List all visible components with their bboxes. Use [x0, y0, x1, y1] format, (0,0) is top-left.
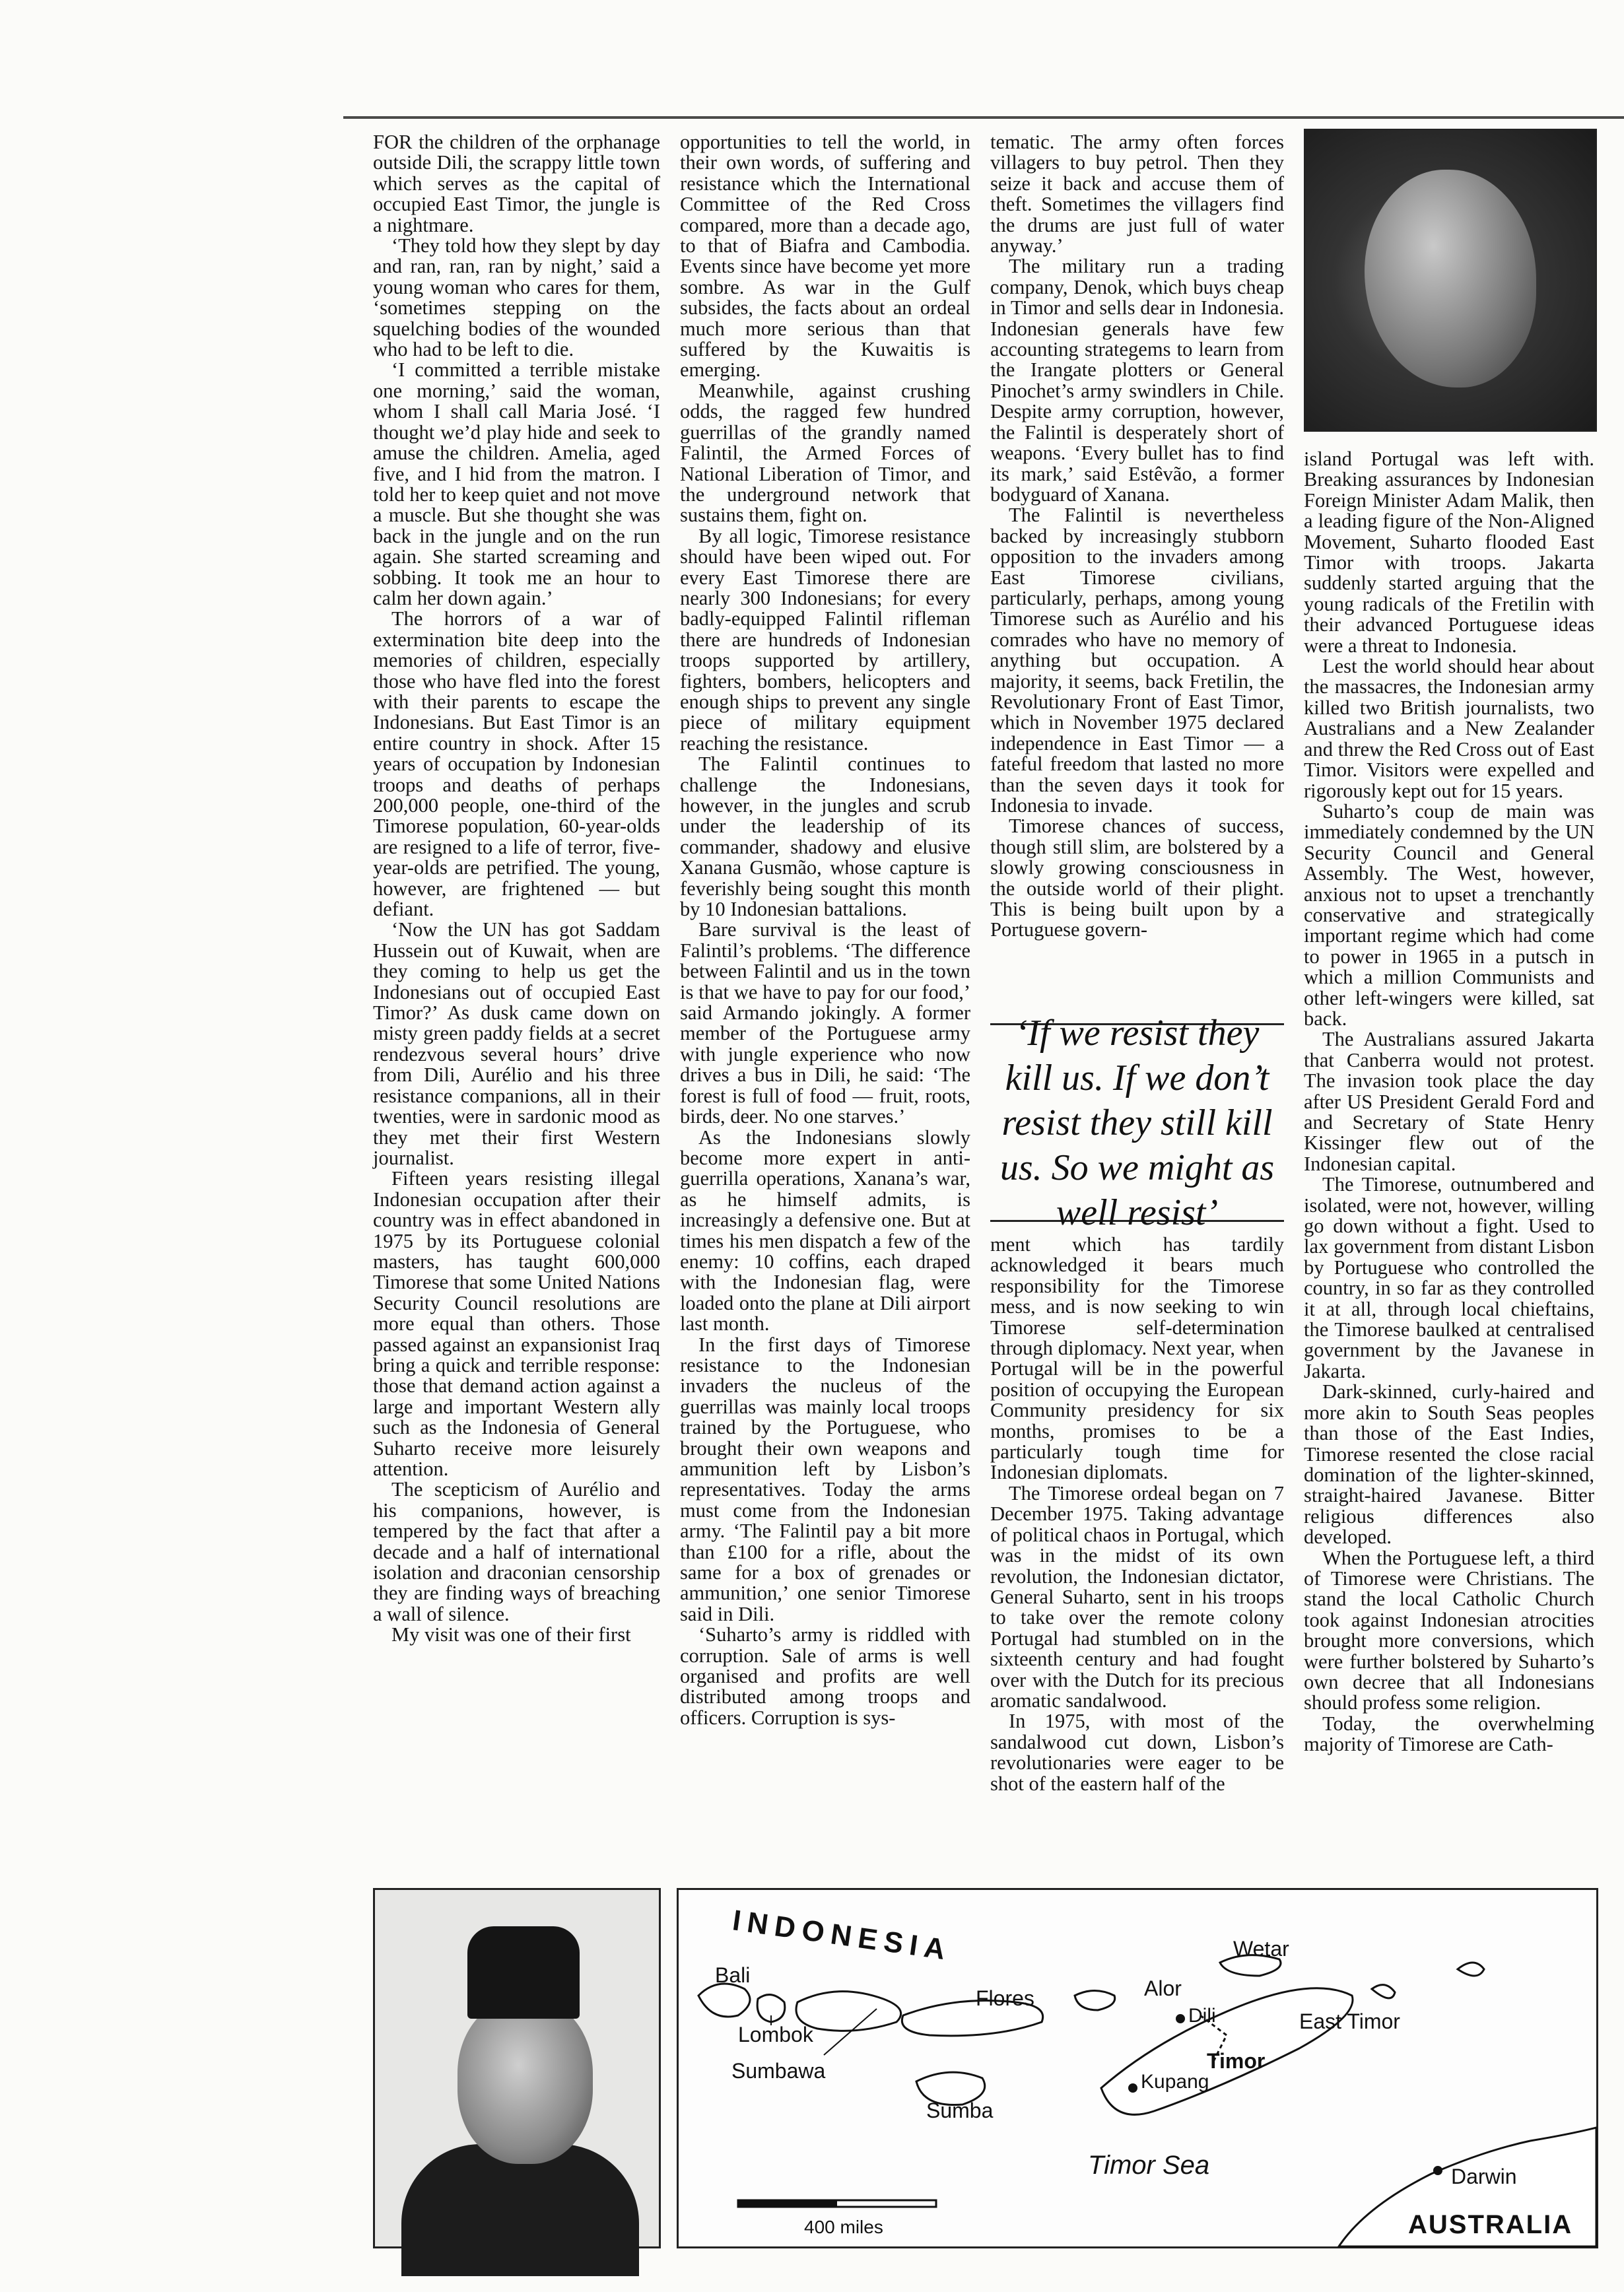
- paragraph: The Timorese, outnumbered and isolated, were not, however, willing go down without a fight. Used to lax government from distant Lisbon by Portuguese who controlled the country, in so far as they controlled it at all, through local chieftains, the Timorese baulked at centralised government by the Javanese in Jakarta.: [1304, 1173, 1594, 1382]
- photo-head: [457, 1999, 593, 2164]
- label-darwin: Darwin: [1451, 2165, 1517, 2188]
- paragraph: Lest the world should hear about the massacres, the Indonesian army killed two British journalists, two Australians and a New Zealander and threw the Red Cross out of East Timor. Visitors were expelled and rigorously kept out for 15 years.: [1304, 655, 1594, 802]
- paragraph: ment which has tardily acknowledged it bears much responsibility for the Timorese mess, and is now seeking to win Timorese self-determination through diplomacy. Next year, when Portugal will be in the powerful position of occupying the European Community presidency for six months, promises to be a particularly tough time for Indonesian diplomats.: [990, 1233, 1284, 1484]
- article-column-3-top: [990, 131, 1284, 941]
- pull-quote-text: ‘If we resist they kill us. If we don’t resist they still kill us. So we might as well resist’: [999, 1012, 1275, 1233]
- label-dili: Dili: [1188, 2005, 1216, 2027]
- portrait-face: [1365, 170, 1536, 388]
- label-east-timor: East Timor: [1299, 2009, 1400, 2033]
- paragraph: The Timorese ordeal began on 7 December 1975. Taking advantage of political chaos in Portugal, which was in the midst of its own revolution, the Indonesian dictator, General Suharto, sent in his troops to take over the remote colony Portugal had stumbled on in the sixteenth century and had fought over with the Dutch for its precious aromatic sandalwood.: [990, 1481, 1284, 1712]
- suharto-photo: [373, 1888, 661, 2248]
- scale-bar-fill: [738, 2200, 837, 2207]
- paragraph: Timorese chances of success, though still slim, are bolstered by a slowly growing consciousness in the outside world of their plight. This is being built upon by a Portuguese govern-: [990, 815, 1284, 941]
- label-lombok: Lombok: [738, 2023, 813, 2046]
- label-sumbawa: Sumbawa: [731, 2059, 826, 2083]
- paragraph: In 1975, with most of the sandalwood cut down, Lisbon’s revolutionaries were eager to be shot of the eastern half of the: [990, 1710, 1284, 1795]
- photo-body: [401, 2144, 639, 2276]
- label-timor-sea: Timor Sea: [1088, 2151, 1210, 2180]
- map-svg: [679, 1890, 1596, 2246]
- article-column-3-bottom: [990, 1234, 1284, 1875]
- paragraph: The horrors of a war of extermination bite deep into the memories of children, especially those who have fled into the forest with their parents to escape the Indonesians. But East Timor is an entire country in shock. After 15 years of occupation by Indonesian troops and deaths of perhaps 200,000 people, one-third of the Timorese population, 60-year-olds are resigned to a life of terror, five-year-olds are petrified. The young, however, are frightened — but defiant.: [373, 607, 660, 921]
- label-kupang: Kupang: [1141, 2071, 1209, 2093]
- dili-marker: [1176, 2014, 1185, 2023]
- paragraph: ‘They told how they slept by day and ran, ran, ran by night,’ said a young woman who cares for them, ‘sometimes stepping on the squelching bodies of the wounded who had to be left to die.: [373, 234, 660, 361]
- photo-cap: [467, 1926, 580, 2019]
- label-australia: AUSTRALIA: [1408, 2210, 1573, 2239]
- label-timor: Timor: [1207, 2049, 1266, 2073]
- label-sumba: Sumba: [926, 2099, 994, 2122]
- paragraph: The Falintil is nevertheless backed by increasingly stubborn opposition to the invaders among East Timorese civilians, particularly, perhaps, among young Timorese such as Aurélio and his comrades who have no memory of anything but occupation. A majority, it seems, back Fretilin, the Revolutionary Front of East Timor, which in November 1975 declared independence in East Timor — a fateful freedom that lasted no more than the seven days it took for Indonesia to invade.: [990, 504, 1284, 817]
- island-bali: [698, 1984, 750, 2017]
- top-rule: [343, 116, 1624, 119]
- paragraph: In the first days of Timorese resistance to the Indonesian invaders the nucleus of the guerrillas was mainly local troops trained by the Portuguese, who brought their own weapons and ammunition left by Lisbon’s representatives. Today the arms must come from the Indonesian army. ‘The Falintil pay a bit more than £100 for a rifle, about the same for a box of grenades or ammunition,’ one senior Timorese said in Dili.: [680, 1333, 970, 1625]
- region-map: [677, 1888, 1598, 2248]
- paragraph: Suharto’s coup de main was immediately condemned by the UN Security Council and General Assembly. The West, however, anxious not to upset a trenchantly conservative and strategically important regime which had come to power in 1965 in a putsch in which a million Communists and other left-wingers were killed, sat back.: [1304, 799, 1594, 1030]
- paragraph: Today, the overwhelming majority of Timorese are Cath-: [1304, 1712, 1594, 1756]
- paragraph: Dark-skinned, curly-haired and more akin to South Seas peoples than those of the East Indies, Timorese resented the close racial domination of the lighter-skinned, straight-haired Javanese. Bitter religious differences also developed.: [1304, 1380, 1594, 1549]
- paragraph: opportunities to tell the world, in their own words, of suffering and resistance which the International Committee of the Red Cross compared, more than a decade ago, to that of Biafra and Cambodia. Events since have become yet more sombre. As war in the Gulf subsides, the facts about an ordeal much more serious than that suffered by the Kuwaitis is emerging.: [680, 131, 970, 382]
- paragraph: ‘I committed a terrible mistake one morning,’ said the woman, whom I shall call Maria José. ‘I thought we’d play hide and seek to amuse the children. Amelia, aged five, and I hid from the matron. I told her to keep quiet and not move a muscle. But she thought she was back in the jungle and on the run again. She started screaming and sobbing. It took me an hour to calm her down again.’: [373, 358, 660, 609]
- pull-quote: [990, 1012, 1284, 1233]
- island-small-2: [1458, 1963, 1484, 1976]
- paragraph: ‘Now the UN has got Saddam Hussein out of Kuwait, when are they coming to help us get the Indonesians out of occupied East Timor?’ As dusk came down on misty green paddy fields at a secret rendezvous several hours’ drive from Dili, Aurélio and his three resistance companions, all in their twenties, were in sardonic mood as they met their first Western journalist.: [373, 918, 660, 1169]
- darwin-marker: [1433, 2166, 1442, 2175]
- label-wetar: Wetar: [1233, 1937, 1289, 1961]
- kupang-marker: [1128, 2083, 1137, 2093]
- label-flores: Flores: [976, 1986, 1034, 2010]
- paragraph: island Portugal was left with. Breaking assurances by Indonesian Foreign Minister Adam Malik, then a leading figure of the Non-Aligned Movement, Suharto flooded East Timor with troops. Jakarta suddenly started arguing that the young radicals of the Fretilin with their advanced Portuguese ideas were a threat to Indonesia.: [1304, 448, 1594, 657]
- paragraph: The scepticism of Aurélio and his companions, however, is tempered by the fact that after a decade and a half of international isolation and draconian censorship they are finding ways of breaching a wall of silence.: [373, 1478, 660, 1625]
- paragraph: Meanwhile, against crushing odds, the ragged few hundred guerrillas of the grandly named Falintil, the Armed Forces of National Liberation of Timor, and the underground network that sustains them, fight on.: [680, 379, 970, 527]
- paragraph: FOR the children of the orphanage outside Dili, the scrappy little town which serves as the capital of occupied East Timor, the jungle is a nightmare.: [373, 131, 660, 236]
- portrait-photo: [1304, 129, 1597, 432]
- paragraph: By all logic, Timorese resistance should have been wiped out. For every East Timorese there are nearly 300 Indonesians; for every badly-equipped Falintil rifleman there are hundreds of Indonesian troops supported by artillery, fighters, bombers, helicopters and enough ships to prevent any single piece of military equipment reaching the resistance.: [680, 524, 970, 755]
- paragraph: My visit was one of their first: [391, 1623, 631, 1646]
- article-column-4: [1304, 449, 1594, 1875]
- paragraph: The military run a trading company, Denok, which buys cheap in Timor and sells dear in Indonesia. Indonesian generals have few accounting strategems to learn from the Irangate plotters or General Pinochet’s army swindlers in Chile. Despite army corruption, however, the Falintil is desperately short of weapons. ‘Every bullet has to find its mark,’ said Estêvão, a former bodyguard of Xanana.: [990, 255, 1284, 506]
- label-bali: Bali: [715, 1963, 751, 1987]
- paragraph: Fifteen years resisting illegal Indonesian occupation after their country was in effect abandoned in 1975 by its Portuguese colonial masters, has taught 600,000 Timorese that some United Nations Security Council resolutions are more equal than others. Those passed against an expansionist Iraq bring a quick and terrible response: those that demand action against a large and important Western ally such as the Indonesia of General Suharto receive more leisurely attention.: [373, 1167, 660, 1480]
- paragraph: The Australians assured Jakarta that Canberra would not protest. The invasion took place the day after US President Gerald Ford and and Secretary of State Henry Kissinger flew out of the Indonesian capital.: [1304, 1028, 1594, 1175]
- article-column-2: [680, 132, 970, 1875]
- island-alor: [1075, 1991, 1115, 2011]
- paragraph: As the Indonesians slowly become more expert in anti-guerrilla operations, Xanana’s war, as he himself admits, is increasingly a defensive one. But at times his men dispatch a few of the enemy: 10 coffins, each draped with the Indonesian flag, were loaded onto the plane at Dili airport last month.: [680, 1126, 970, 1335]
- island-small-1: [1372, 1985, 1395, 1998]
- label-indonesia: INDONESIA: [730, 1904, 954, 1967]
- paragraph: The Falintil continues to challenge the Indonesians, however, in the jungles and scrub under the leadership of its commander, shadowy and elusive Xanana Gusmão, whose capture is feverishly being sought this month by 10 Indonesian battalions.: [680, 753, 970, 921]
- label-alor: Alor: [1144, 1976, 1182, 2000]
- paragraph: When the Portuguese left, a third of Timorese were Christians. The stand the local Catholic Church took against Indonesian atrocities brought more conversions, which were further bolstered by Suharto’s own decree that all Indonesians should profess some religion.: [1304, 1546, 1594, 1714]
- paragraph: tematic. The army often forces villagers to buy petrol. Then they seize it back and accuse them of theft. Sometimes the villagers find the drums are just full of water anyway.’: [990, 131, 1284, 257]
- article-column-1: [373, 132, 660, 1875]
- paragraph: Bare survival is the least of Falintil’s problems. ‘The difference between Falintil and us in the town is that we have to pay for our food,’ said Armando jokingly. A former member of the Portuguese army with jungle experience who now drives a bus in Dili, he said: ‘The forest is full of food — fruit, roots, birds, deer. No one starves.’: [680, 918, 970, 1128]
- paragraph: ‘Suharto’s army is riddled with corruption. Sale of arms is well organised and profits are well distributed among troops and officers. Corruption is sys-: [680, 1623, 970, 1729]
- label-scale: 400 miles: [804, 2217, 883, 2237]
